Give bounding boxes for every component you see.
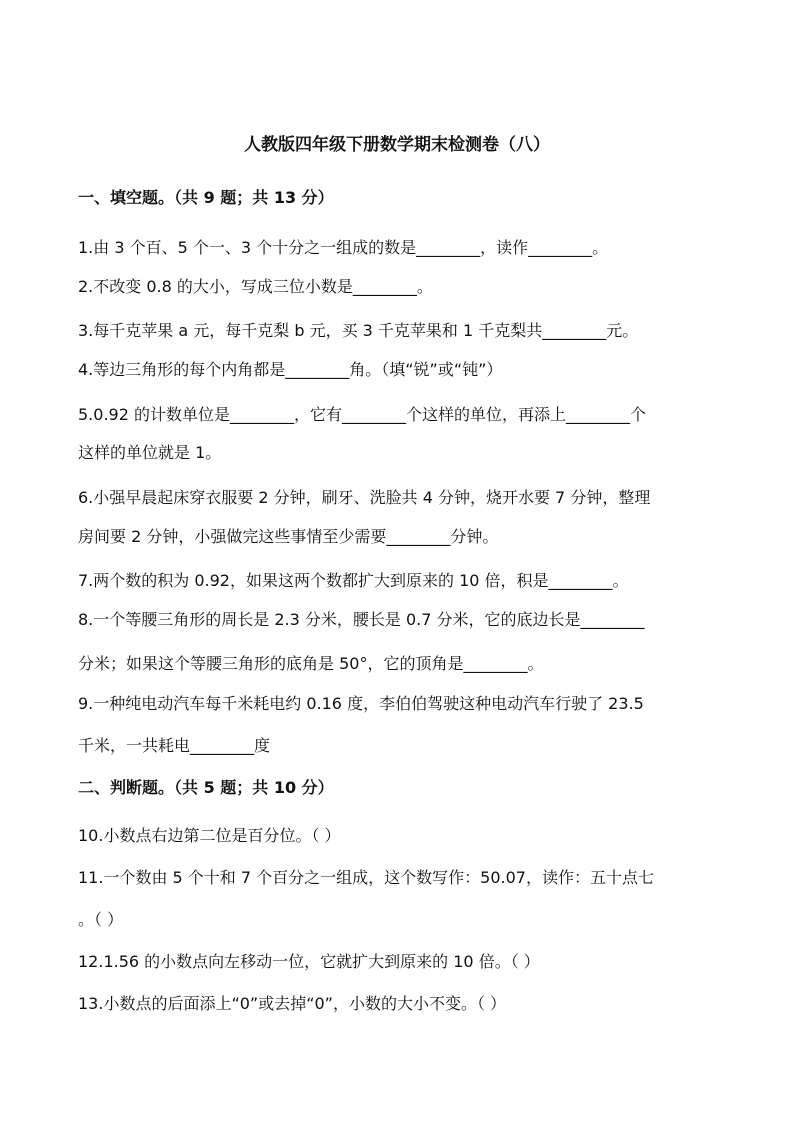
- question-9-line-2: 千米，一共耗电________度: [78, 736, 271, 755]
- question-4: 4.等边三角形的每个内角都是________角。（填“锐”或“钝”）: [78, 360, 503, 379]
- question-5-line-2: 这样的单位就是 1。: [78, 443, 222, 462]
- question-10: 10.小数点右边第二位是百分位。（ ）: [78, 826, 341, 845]
- question-11-line-2: 。（ ）: [78, 910, 124, 929]
- document-title: 人教版四年级下册数学期末检测卷（八）: [244, 135, 550, 155]
- question-13: 13.小数点的后面添上“0”或去掉“0”，小数的大小不变。（ ）: [78, 994, 507, 1013]
- section-heading-true-false: 二、判断题。（共 5 题；共 10 分）: [78, 778, 334, 797]
- question-8-line-2: 分米；如果这个等腰三角形的底角是 50°，它的顶角是________。: [78, 654, 544, 673]
- question-7: 7.两个数的积为 0.92，如果这两个数都扩大到原来的 10 倍，积是________。: [78, 571, 629, 590]
- question-6-line-1: 6.小强早晨起床穿衣服要 2 分钟，刷牙、洗脸共 4 分钟，烧开水要 7 分钟，整理: [78, 488, 651, 507]
- question-2: 2.不改变 0.8 的大小，写成三位小数是________。: [78, 277, 433, 296]
- question-11-line-1: 11.一个数由 5 个十和 7 个百分之一组成，这个数写作：50.07，读作：五十点七: [78, 868, 654, 887]
- question-5-line-1: 5.0.92 的计数单位是________，它有________个这样的单位，再添上________个: [78, 405, 646, 424]
- question-9-line-1: 9.一种纯电动汽车每千米耗电约 0.16 度，李伯伯驾驶这种电动汽车行驶了 23.5: [78, 694, 644, 713]
- question-3: 3.每千克苹果 a 元，每千克梨 b 元，买 3 千克苹果和 1 千克梨共________元。: [78, 321, 639, 340]
- question-1: 1.由 3 个百、5 个一、3 个十分之一组成的数是________，读作________。: [78, 238, 609, 257]
- section-heading-fill-blanks: 一、填空题。（共 9 题；共 13 分）: [78, 188, 334, 207]
- question-12: 12.1.56 的小数点向左移动一位，它就扩大到原来的 10 倍。（ ）: [78, 952, 540, 971]
- question-6-line-2: 房间要 2 分钟，小强做完这些事情至少需要________分钟。: [78, 527, 499, 546]
- question-8-line-1: 8.一个等腰三角形的周长是 2.3 分米，腰长是 0.7 分米，它的底边长是________: [78, 610, 645, 629]
